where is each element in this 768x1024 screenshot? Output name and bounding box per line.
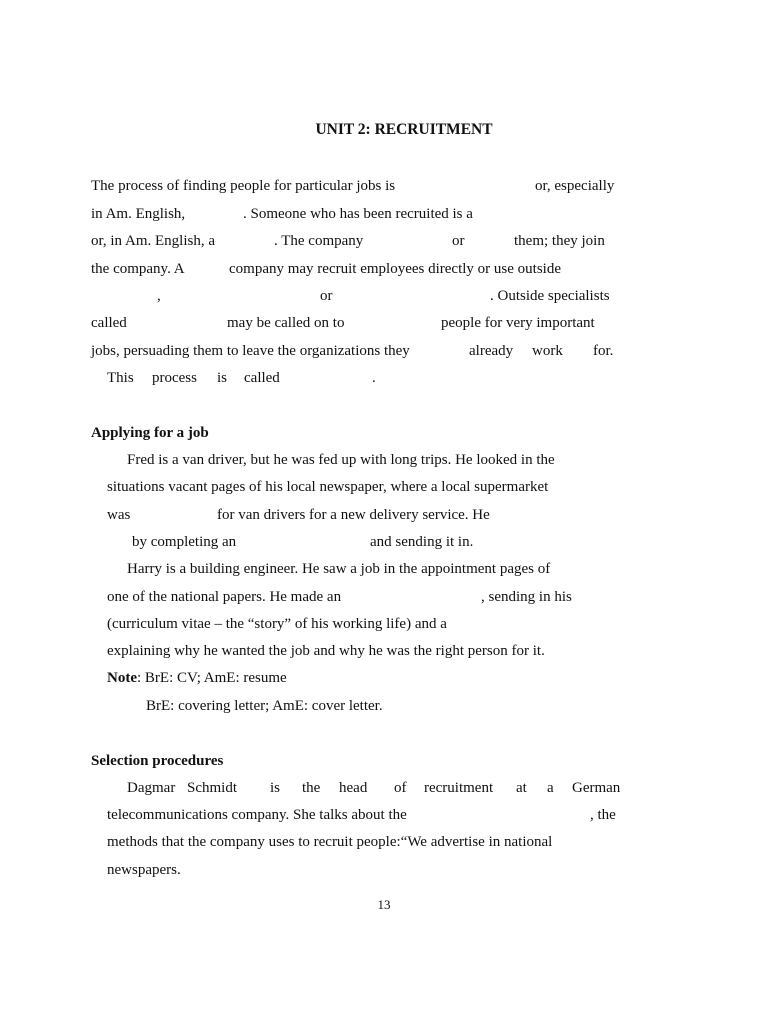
note-line-2: BrE: covering letter; AmE: cover letter. xyxy=(146,698,383,714)
intro-line-8a: This xyxy=(107,370,134,386)
intro-line-6c: people for very important xyxy=(441,315,595,331)
section-heading-selection: Selection procedures xyxy=(91,753,224,769)
intro-line-1a: The process of finding people for particular jobs is xyxy=(91,178,396,194)
applying-line-3b: for van drivers for a new delivery service. He xyxy=(217,507,490,523)
selection-line-2b: , the xyxy=(590,807,616,823)
selection-line-1-w9: a xyxy=(547,780,554,796)
intro-line-7d: for. xyxy=(593,343,614,359)
section-heading-applying: Applying for a job xyxy=(91,425,209,441)
note-label: Note xyxy=(107,670,137,686)
intro-line-7a: jobs, persuading them to leave the organizations they xyxy=(91,343,410,359)
selection-line-2a: telecommunications company. She talks about the xyxy=(107,807,407,823)
intro-line-1b: or, especially xyxy=(535,178,615,194)
intro-line-6a: called xyxy=(91,315,127,331)
page-number: 13 xyxy=(377,897,391,912)
applying-line-2: situations vacant pages of his local newspaper, where a local supermarket xyxy=(107,479,549,495)
intro-line-7c: work xyxy=(532,343,563,359)
applying-line-6a: one of the national papers. He made an xyxy=(107,589,342,605)
intro-line-3c: or xyxy=(452,233,465,249)
note-line-1 xyxy=(107,668,287,688)
selection-line-1-w2: Schmidt xyxy=(187,780,238,796)
selection-line-4: newspapers. xyxy=(107,862,181,878)
selection-line-1-w4: the xyxy=(302,780,321,796)
selection-line-1-w10: German xyxy=(572,780,621,796)
applying-line-3a: was xyxy=(107,507,131,523)
intro-line-3a: or, in Am. English, a xyxy=(91,233,215,249)
applying-line-7: (curriculum vitae – the “story” of his working life) and a xyxy=(107,616,447,632)
selection-line-1-w5: head xyxy=(339,780,368,796)
applying-line-6b: , sending in his xyxy=(481,589,572,605)
intro-line-2a: in Am. English, xyxy=(91,206,186,222)
intro-line-3b: . The company xyxy=(274,233,364,249)
intro-line-8b: process xyxy=(152,370,197,386)
note-text-1: : BrE: CV; AmE: resume xyxy=(137,670,287,686)
intro-line-8c: is xyxy=(217,370,228,386)
selection-line-1-w8: at xyxy=(516,780,527,796)
intro-line-8d: called xyxy=(244,370,280,386)
intro-line-2b: . Someone who has been recruited is a xyxy=(243,206,473,222)
intro-line-4b: company may recruit employees directly or use outside xyxy=(229,261,561,277)
selection-line-3: methods that the company uses to recruit people:“We advertise in national xyxy=(107,834,553,850)
applying-line-1: Fred is a van driver, but he was fed up with long trips. He looked in the xyxy=(127,452,555,468)
intro-line-8e: . xyxy=(372,370,376,386)
intro-line-7b: already xyxy=(469,343,514,359)
applying-line-4b: and sending it in. xyxy=(370,534,474,550)
intro-line-3d: them; they join xyxy=(514,233,605,249)
intro-line-5c: . Outside specialists xyxy=(490,288,610,304)
selection-line-1-w3: is xyxy=(270,780,281,796)
applying-line-5: Harry is a building engineer. He saw a job in the appointment pages of xyxy=(127,561,551,577)
intro-line-5b: or xyxy=(320,288,333,304)
applying-line-4a: by completing an xyxy=(132,534,237,550)
intro-line-5a: , xyxy=(157,288,161,304)
intro-line-6b: may be called on to xyxy=(227,315,345,331)
applying-line-8: explaining why he wanted the job and why he was the right person for it. xyxy=(107,643,545,659)
selection-line-1-w1: Dagmar xyxy=(127,780,176,796)
page-title: UNIT 2: RECRUITMENT xyxy=(315,121,493,138)
intro-line-4a: the company. A xyxy=(91,261,185,277)
selection-line-1-w7: recruitment xyxy=(424,780,494,796)
selection-line-1-w6: of xyxy=(394,780,407,796)
